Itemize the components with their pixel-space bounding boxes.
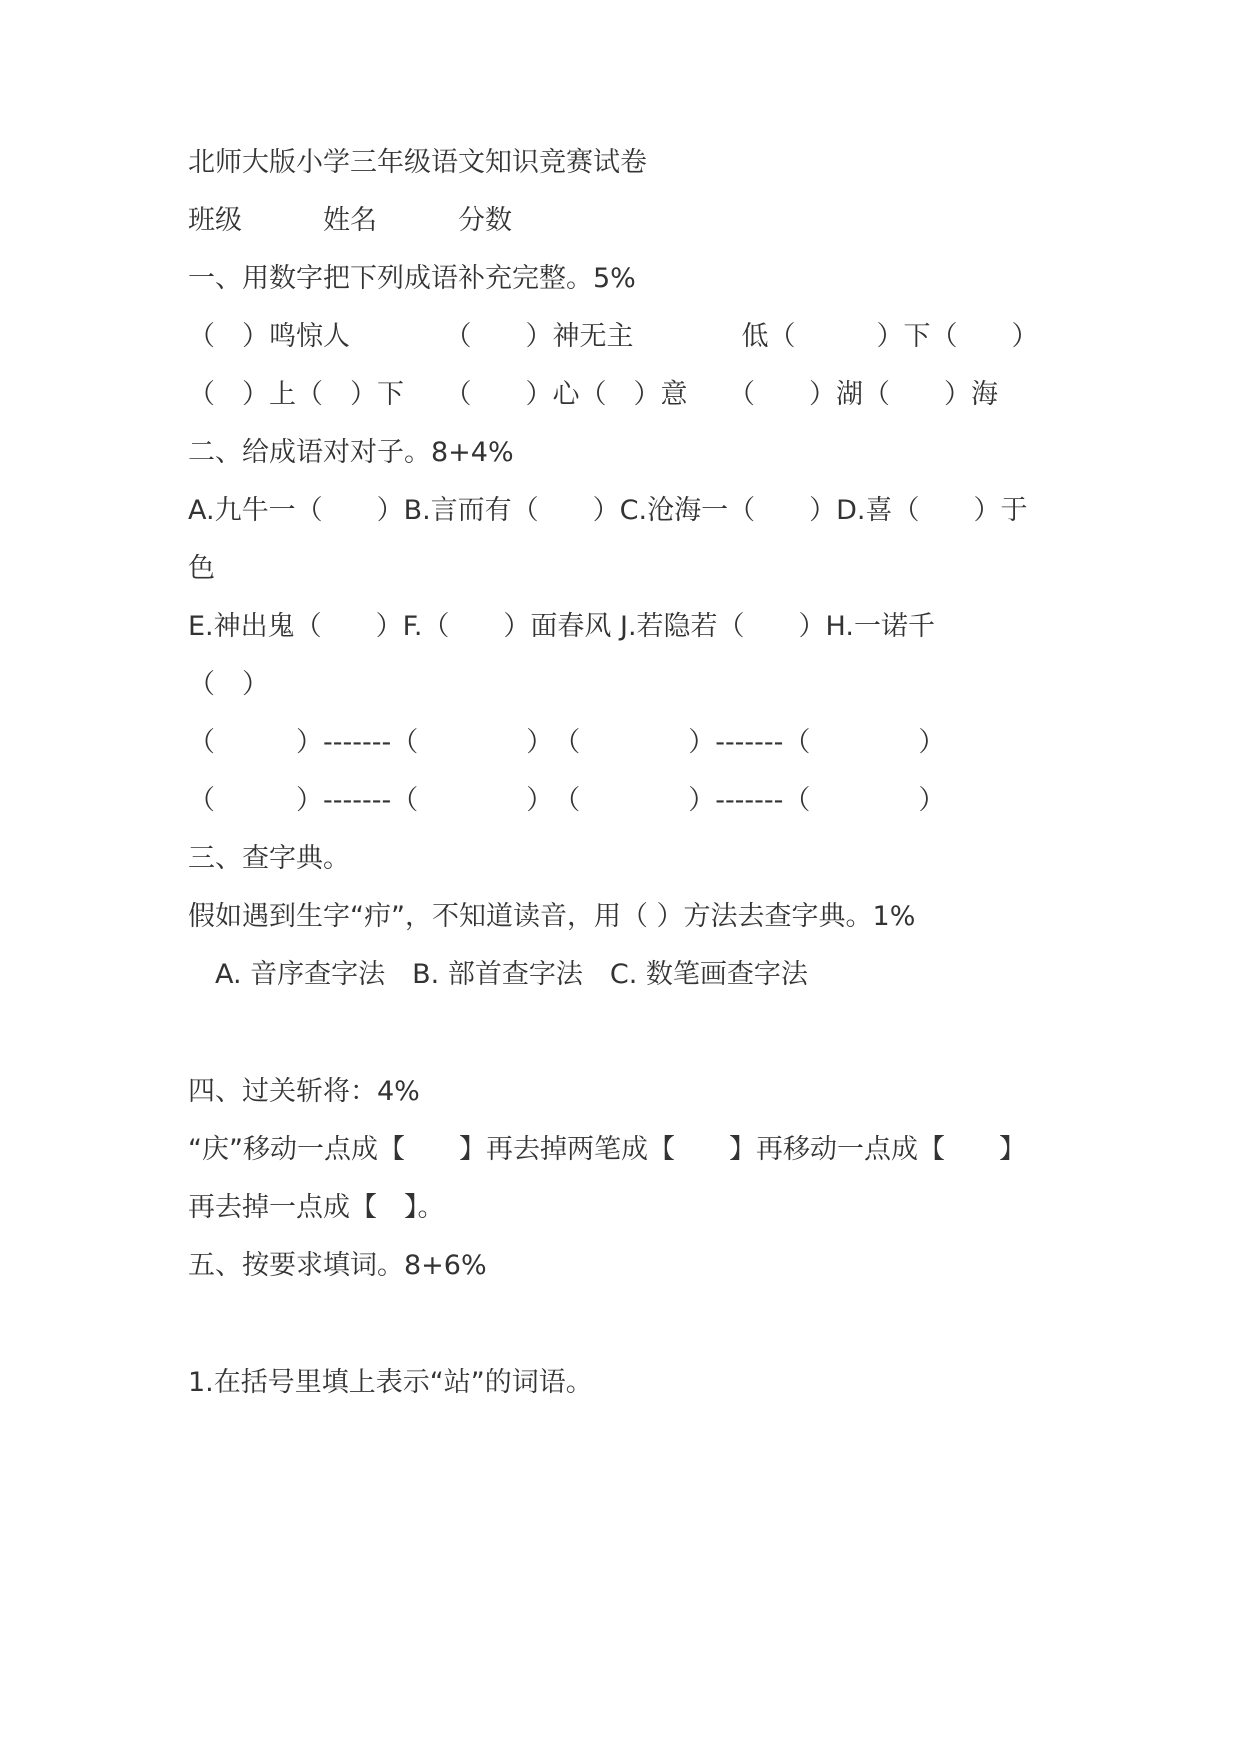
section2-line1-wrap: 色 (188, 553, 215, 584)
student-info-line: 班级 姓名 分数 (188, 205, 512, 236)
section3-options: A. 音序查字法 B. 部首查字法 C. 数笔画查字法 (188, 959, 808, 990)
section3-heading: 三、查字典。 (188, 843, 350, 874)
section1-heading: 一、用数字把下列成语补充完整。5% (188, 263, 636, 294)
document-title: 北师大版小学三年级语文知识竞赛试卷 (188, 147, 647, 178)
section1-row1: （ ）鸣惊人 （ ）神无主 低（ ）下（ ） (188, 321, 1039, 352)
section2-line2: E.神出鬼（ ）F.（ ）面春风 J.若隐若（ ）H.一诺千 (188, 611, 935, 642)
section4-line1: “庆”移动一点成【 】再去掉两笔成【 】再移动一点成【 】 (188, 1134, 1026, 1165)
section3-question: 假如遇到生字“疖”，不知道读音，用（ ）方法去查字典。1% (188, 901, 916, 932)
section2-pair-row1: （ ）-------（ ） （ ）-------（ ） (188, 727, 946, 758)
section4-heading: 四、过关斩将：4% (188, 1076, 420, 1107)
section2-line2-wrap: （ ） (188, 669, 269, 700)
section2-heading: 二、给成语对对子。8+4% (188, 437, 514, 468)
section2-line1: A.九牛一（ ）B.言而有（ ）C.沧海一（ ）D.喜（ ）于 (188, 495, 1028, 526)
section4-line2: 再去掉一点成【 】。 (188, 1192, 445, 1223)
section2-pair-row2: （ ）-------（ ） （ ）-------（ ） (188, 785, 946, 816)
section5-heading: 五、按要求填词。8+6% (188, 1250, 487, 1281)
section5-item1: 1.在括号里填上表示“站”的词语。 (188, 1367, 593, 1398)
section1-row2: （ ）上（ ）下 （ ）心（ ）意 （ ）湖（ ）海 (188, 379, 998, 410)
